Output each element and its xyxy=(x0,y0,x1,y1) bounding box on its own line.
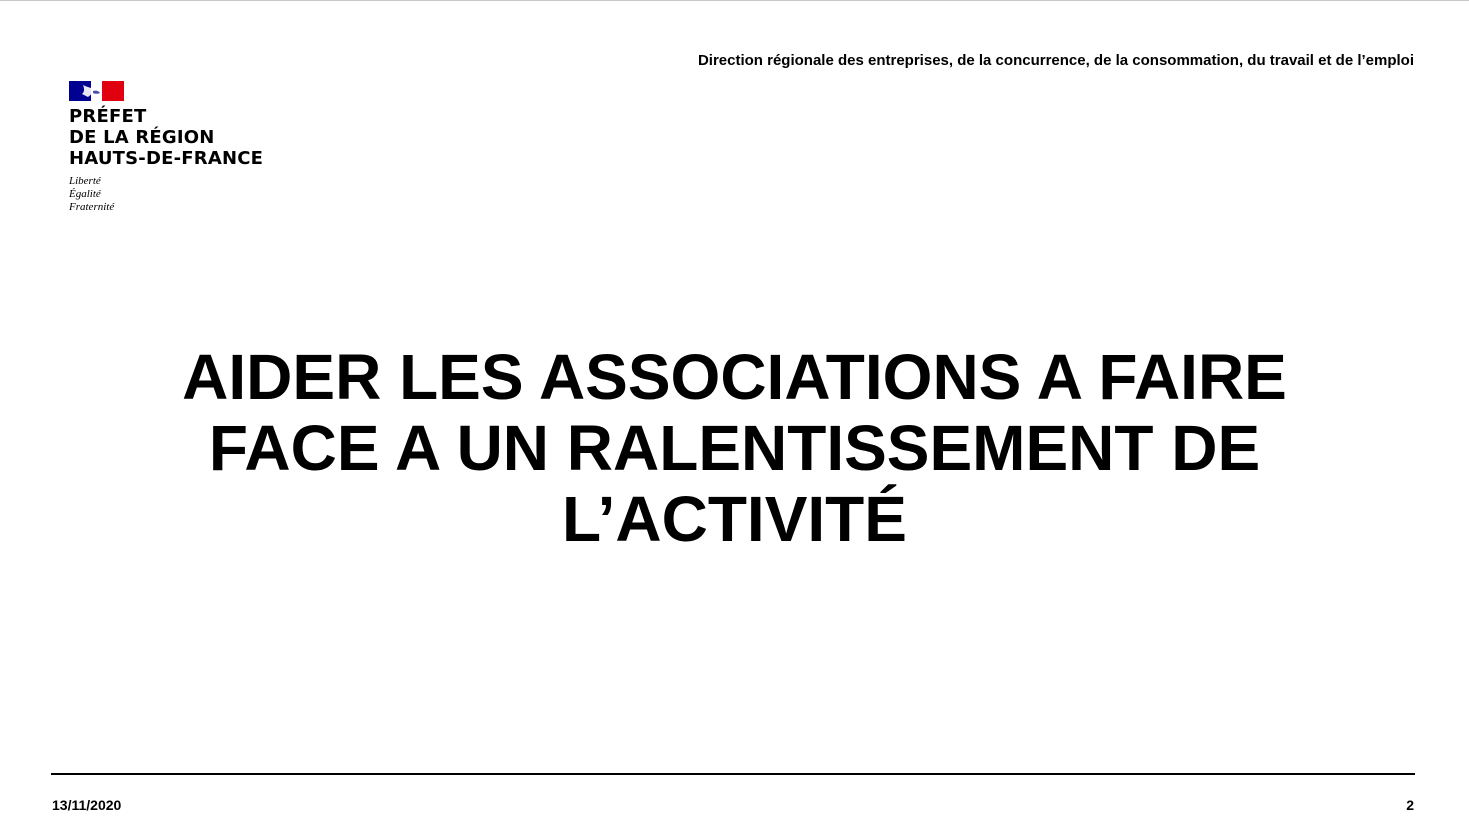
motto-line: Liberté xyxy=(69,175,101,187)
slide-top-border xyxy=(0,0,1469,1)
logo-title-line: DE LA RÉGION xyxy=(69,127,215,148)
motto-line: Fraternité xyxy=(69,201,115,213)
motto-line: Égalité xyxy=(69,188,101,200)
logo-title-line: HAUTS-DE-FRANCE xyxy=(69,148,264,169)
republic-motto xyxy=(69,175,289,214)
footer-date: 13/11/2020 xyxy=(52,797,122,813)
marianne-flag-icon xyxy=(69,81,124,101)
page-number: 2 xyxy=(1406,797,1414,813)
organization-header: Direction régionale des entreprises, de la concurrence, de la consommation, du travail et de l’emploi xyxy=(697,52,1414,69)
logo-title-line: PRÉFET xyxy=(69,106,147,127)
prefecture-logo xyxy=(69,81,289,214)
slide-title: AIDER LES ASSOCIATIONS A FAIRE FACE A UN RALENTISSEMENT DE L’ACTIVITÉ xyxy=(182,341,1287,555)
logo-title xyxy=(69,106,289,169)
footer-divider xyxy=(51,773,1415,775)
